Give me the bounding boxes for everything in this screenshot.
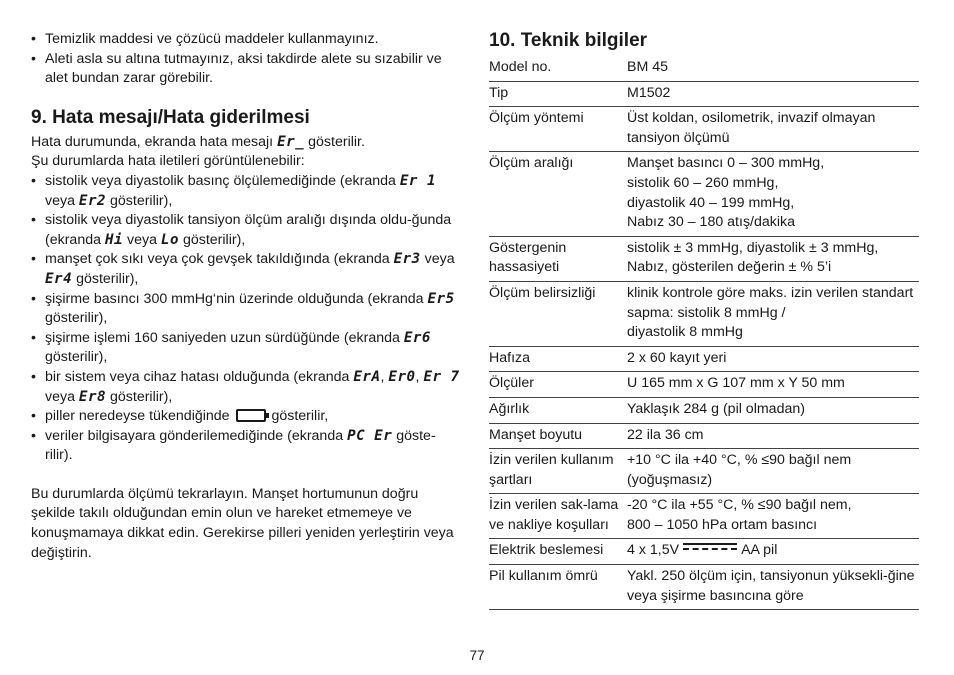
spec-row (489, 81, 919, 107)
lcd-code: Er_ (277, 133, 305, 150)
spec-row (489, 423, 919, 449)
spec-value: 2 x 60 kayıt yeri (627, 346, 919, 372)
spec-row (489, 565, 919, 610)
lcd-code: Lo (160, 231, 180, 248)
lcd-code: Er6 (403, 329, 431, 346)
spec-value: M1502 (627, 81, 919, 107)
spec-key: Ölçüler (489, 372, 627, 398)
spec-row (489, 372, 919, 398)
spec-key: Pil kullanım ömrü (489, 565, 627, 610)
spec-row (489, 494, 919, 539)
battery-low-icon (236, 409, 266, 422)
spec-value: Üst koldan, osilometrik, invazif olmayan tansiyon ölçümü (627, 107, 919, 152)
intro-bullet: • Aleti asla su altına tutmayınız, aksi takdirde alete su sızabilir ve alet bundan zarar görebilir. (31, 50, 461, 89)
spec-key: Manşet boyutu (489, 423, 627, 449)
spec-value: Yaklaşık 284 g (pil olmadan) (627, 397, 919, 423)
spec-value: U 165 mm x G 107 mm x Y 50 mm (627, 372, 919, 398)
spec-row (489, 539, 919, 565)
lcd-code: Er2 (78, 192, 107, 209)
spec-value: Yakl. 250 ölçüm için, tansiyonun yüksekli-ğine veya şişirme basıncına göre (627, 565, 919, 610)
spec-key: Ağırlık (489, 397, 627, 423)
spec-key: Hafıza (489, 346, 627, 372)
spec-key: Ölçüm aralığı (489, 152, 627, 236)
page-number: 77 (469, 648, 485, 663)
right-column (489, 0, 919, 610)
spec-key: İzin verilen sak-lama ve nakliye koşulları (489, 494, 627, 539)
spec-row (489, 397, 919, 423)
error-bullet: • sistolik veya diyastolik basınç ölçülemediğinde (ekranda Er 1 veya Er2 gösterilir), (31, 172, 461, 211)
lcd-code: PC Er (347, 427, 393, 444)
spec-row (489, 152, 919, 236)
error-bullet: • piller neredeyse tükendiğinde gösterilir, (31, 407, 461, 427)
spec-value: klinik kontrole göre maks. izin verilen standart sapma: sistolik 8 mmHg / diyastolik 8 mmHg (627, 281, 919, 346)
spec-value: 22 ila 36 cm (627, 423, 919, 449)
spec-key: Ölçüm yöntemi (489, 107, 627, 152)
error-intro: Hata durumunda, ekranda hata mesajı Er_ gösterilir. (31, 133, 365, 150)
intro-bullet: • Temizlik maddesi ve çözücü maddeler kullanmayınız. (31, 30, 461, 50)
section-title-technical: 10. Teknik bilgiler (489, 30, 648, 51)
spec-row (489, 56, 919, 81)
error-bullet: • veriler bilgisayara gönderilemediğinde (ekranda PC Er göste-rilir). (31, 427, 461, 466)
spec-value: 4 x 1,5V AA pil (627, 539, 919, 565)
spec-value: -20 °C ila +55 °C, % ≤90 bağıl nem, 800 – 1050 hPa ortam basıncı (627, 494, 919, 539)
lcd-code: Er8 (78, 388, 107, 405)
error-bullet: • şişirme basıncı 300 mmHg‘nin üzerinde olduğunda (ekranda Er5 gösterilir), (31, 290, 461, 329)
error-intro-2: Şu durumlarda hata iletileri görüntülenebilir: (31, 153, 305, 170)
left-column (31, 0, 461, 563)
spec-key: İzin verilen kullanım şartları (489, 449, 627, 494)
spec-row (489, 346, 919, 372)
lcd-code: Er 7 (423, 368, 460, 385)
spec-key: Elektrik beslemesi (489, 539, 627, 565)
specs-table (489, 56, 919, 610)
lcd-code: Hi (104, 231, 124, 248)
spec-row (489, 449, 919, 494)
closing-paragraph: Bu durumlarda ölçümü tekrarlayın. Manşet hortumunun doğru şekilde takılı olduğundan emin olun ve hareket etmemeye ve konuşmamaya dikkat edin. Gerekirse pilleri yeniden yerleştirin veya değiştirin. (31, 485, 454, 561)
lcd-code: Er5 (427, 290, 455, 307)
spec-value: Manşet basıncı 0 – 300 mmHg, sistolik 60 – 260 mmHg, diyastolik 40 – 199 mmHg, Nabız 30 – 180 atış/dakika (627, 152, 919, 236)
spec-key: Tip (489, 81, 627, 107)
spec-row (489, 281, 919, 346)
error-bullet: • bir sistem veya cihaz hatası olduğunda (ekranda ErA, Er0, Er 7 veya Er8 gösterilir), (31, 368, 461, 407)
error-bullet: • manşet çok sıkı veya çok gevşek takıldığında (ekranda Er3 veya Er4 gösterilir), (31, 250, 461, 289)
spec-value: BM 45 (627, 56, 919, 81)
spec-value: sistolik ± 3 mmHg, diyastolik ± 3 mmHg, Nabız, gösterilen değerin ± % 5’i (627, 236, 919, 281)
dc-current-icon (683, 543, 737, 553)
lcd-code: Er0 (388, 368, 416, 385)
lcd-code: Er 1 (399, 172, 437, 189)
lcd-code: Er3 (393, 251, 421, 268)
spec-value: +10 °C ila +40 °C, % ≤90 bağıl nem (yoğuşmasız) (627, 449, 919, 494)
spec-key: Ölçüm belirsizliği (489, 281, 627, 346)
error-bullet: • şişirme işlemi 160 saniyeden uzun sürdüğünde (ekranda Er6 gösterilir), (31, 329, 461, 368)
lcd-code: ErA (353, 368, 381, 385)
lcd-code: Er4 (45, 270, 73, 287)
error-bullet: • sistolik veya diyastolik tansiyon ölçüm aralığı dışında oldu-ğunda (ekranda Hi veya Lo gösterilir), (31, 211, 461, 250)
spec-row (489, 107, 919, 152)
spec-row (489, 236, 919, 281)
spec-key: Model no. (489, 56, 627, 81)
spec-key: Göstergenin hassasiyeti (489, 236, 627, 281)
section-title-errors: 9. Hata mesajı/Hata giderilmesi (31, 106, 310, 128)
